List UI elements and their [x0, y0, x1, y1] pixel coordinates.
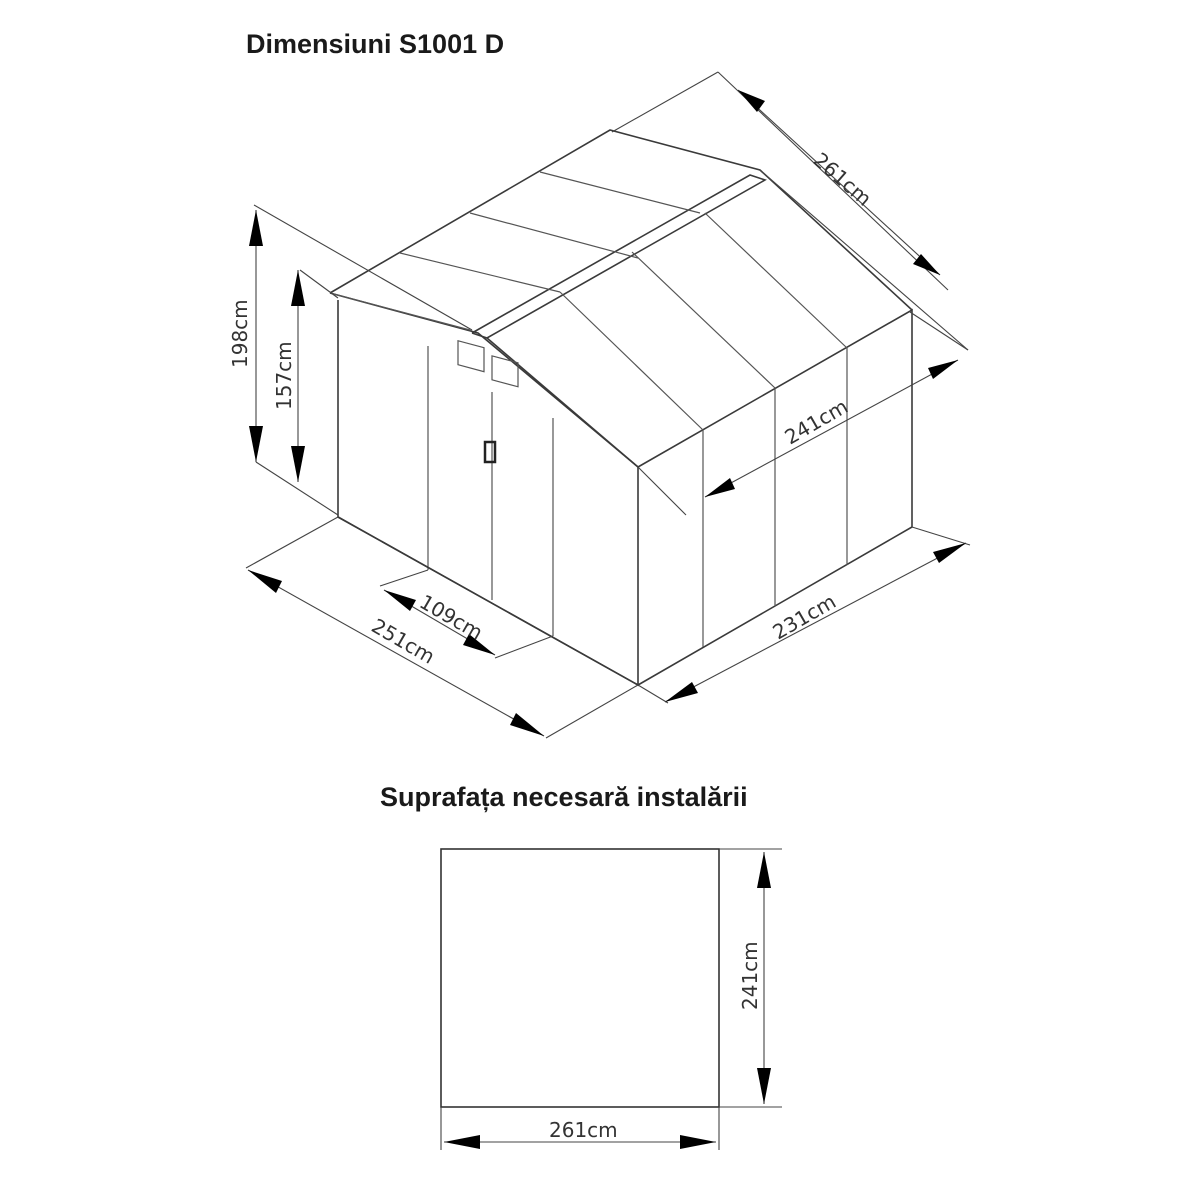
arrow-icon	[665, 682, 698, 702]
front-width-label: 251cm	[367, 613, 439, 669]
footprint-rectangle	[441, 849, 719, 1107]
arrow-icon	[757, 852, 771, 888]
roof-front-edge	[487, 338, 638, 467]
roof-ridge	[472, 175, 765, 338]
arrow-icon	[510, 713, 544, 736]
footprint-depth-label: 241cm	[738, 941, 762, 1010]
page-title: Dimensiuni S1001 D	[246, 29, 505, 59]
arrow-icon	[928, 360, 958, 379]
roof-panel-line	[560, 292, 703, 430]
arrow-icon	[738, 90, 765, 112]
roof-panel-line	[470, 213, 638, 258]
arrow-icon	[913, 254, 940, 275]
arrow-icon	[249, 426, 263, 462]
vent-icon	[458, 341, 484, 372]
roof-panel-line	[400, 253, 560, 292]
arrow-icon	[291, 270, 305, 306]
arrow-icon	[291, 446, 305, 482]
wall-height-label: 157cm	[272, 341, 296, 410]
arrow-icon	[757, 1068, 771, 1104]
total-height-label: 198cm	[228, 299, 252, 368]
roof-panel-line	[705, 213, 847, 348]
front-base-line	[338, 517, 638, 685]
side-width-label: 231cm	[768, 589, 840, 645]
door-handle-icon	[485, 442, 495, 462]
installation-area-title: Suprafața necesară instalării	[380, 782, 748, 812]
arrow-icon	[933, 543, 966, 563]
roof-panel-line	[632, 252, 775, 388]
footprint-width-label: 261cm	[549, 1118, 618, 1142]
arrow-icon	[249, 210, 263, 246]
arrow-icon	[444, 1135, 480, 1149]
side-depth-label: 241cm	[780, 394, 852, 450]
arrow-icon	[680, 1135, 716, 1149]
roof-panel-line	[540, 172, 700, 213]
roof-depth-label: 261cm	[808, 147, 877, 211]
footprint-diagram	[441, 849, 782, 1150]
dimension-lines	[246, 72, 970, 738]
arrow-icon	[705, 478, 735, 497]
door-width-label: 109cm	[415, 589, 487, 645]
front-eave-line	[330, 293, 470, 330]
arrow-icon	[248, 570, 282, 593]
arrow-icon	[384, 590, 416, 611]
